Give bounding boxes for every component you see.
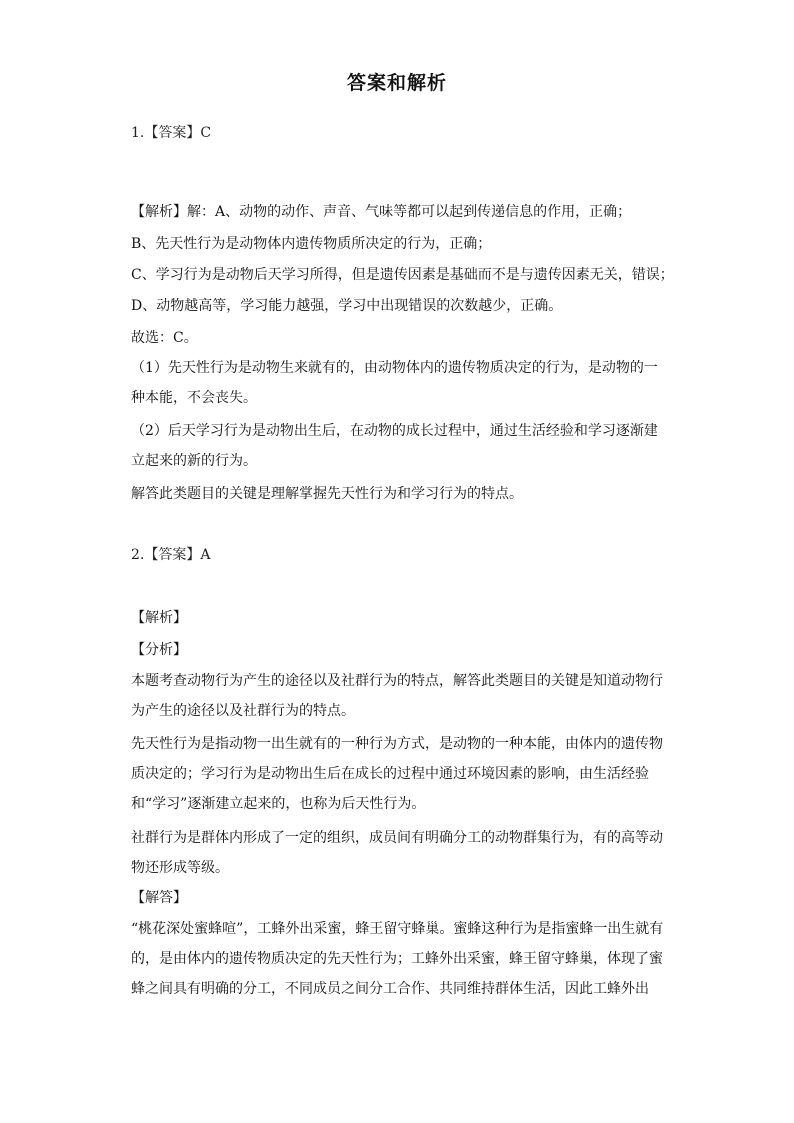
q1-analysis-b: B、先天性行为是动物体内遗传物质所决定的行为，正确； <box>131 236 492 252</box>
page-title: 答案和解析 <box>346 72 447 94</box>
q2-answer-line: 2.【答案】A <box>131 547 211 563</box>
q2-jieda-paragraph-1: “桃花深处蜜蜂喧”，工蜂外出采蜜，蜂王留守蜂巢。蜜蜂这种行为是指蜜蜂一出生就有的，是由体内的遗传物质决定的先天性行为；工蜂外出采蜜，蜂王留守蜂巢，体现了蜜蜂之间具有明确的分工，不同成员之间分工合作、共同维持群体生活，因此工蜂外出 <box>131 921 664 997</box>
q1-summary: 解答此类题目的关键是理解掌握先天性行为和学习行为的特点。 <box>131 486 523 502</box>
q1-analysis-d: D、动物越高等，学习能力越强，学习中出现错误的次数越少，正确。 <box>131 298 563 314</box>
q2-fenxi-heading: 【分析】 <box>131 642 187 658</box>
q2-fenxi-paragraph-1: 本题考查动物行为产生的途径以及社群行为的特点，解答此类题目的关键是知道动物行为产生的途径以及社群行为的特点。 <box>131 673 663 719</box>
q2-fenxi-paragraph-2: 先天性行为是指动物一出生就有的一种行为方式，是动物的一种本能，由体内的遗传物质决定的；学习行为是动物出生后在成长的过程中通过环境因素的影响，由生活经验和“学习”逐渐建立起来的，也称为后天性行为。 <box>131 736 663 812</box>
q2-jieda-heading: 【解答】 <box>131 890 187 906</box>
q1-answer-line: 1.【答案】C <box>131 125 212 141</box>
q1-analysis-a: 【解析】解：A、动物的动作、声音、气味等都可以起到传递信息的作用，正确； <box>131 204 632 220</box>
q2-fenxi-paragraph-3: 社群行为是群体内形成了一定的组织，成员间有明确分工的动物群集行为，有的高等动物还形成等级。 <box>131 830 663 876</box>
q1-point-1: （1）先天性行为是动物生来就有的，由动物体内的遗传物质决定的行为，是动物的一种本能，不会丧失。 <box>131 360 658 406</box>
q1-choice: 故选：C。 <box>131 330 198 346</box>
q1-point-2: （2）后天学习行为是动物出生后，在动物的成长过程中，通过生活经验和学习逐渐建立起来的新的行为。 <box>131 423 658 469</box>
q1-analysis-c: C、学习行为是动物后天学习所得，但是遗传因素是基础而不是与遗传因素无关，错误； <box>131 267 674 283</box>
q2-analysis-heading: 【解析】 <box>131 610 187 626</box>
